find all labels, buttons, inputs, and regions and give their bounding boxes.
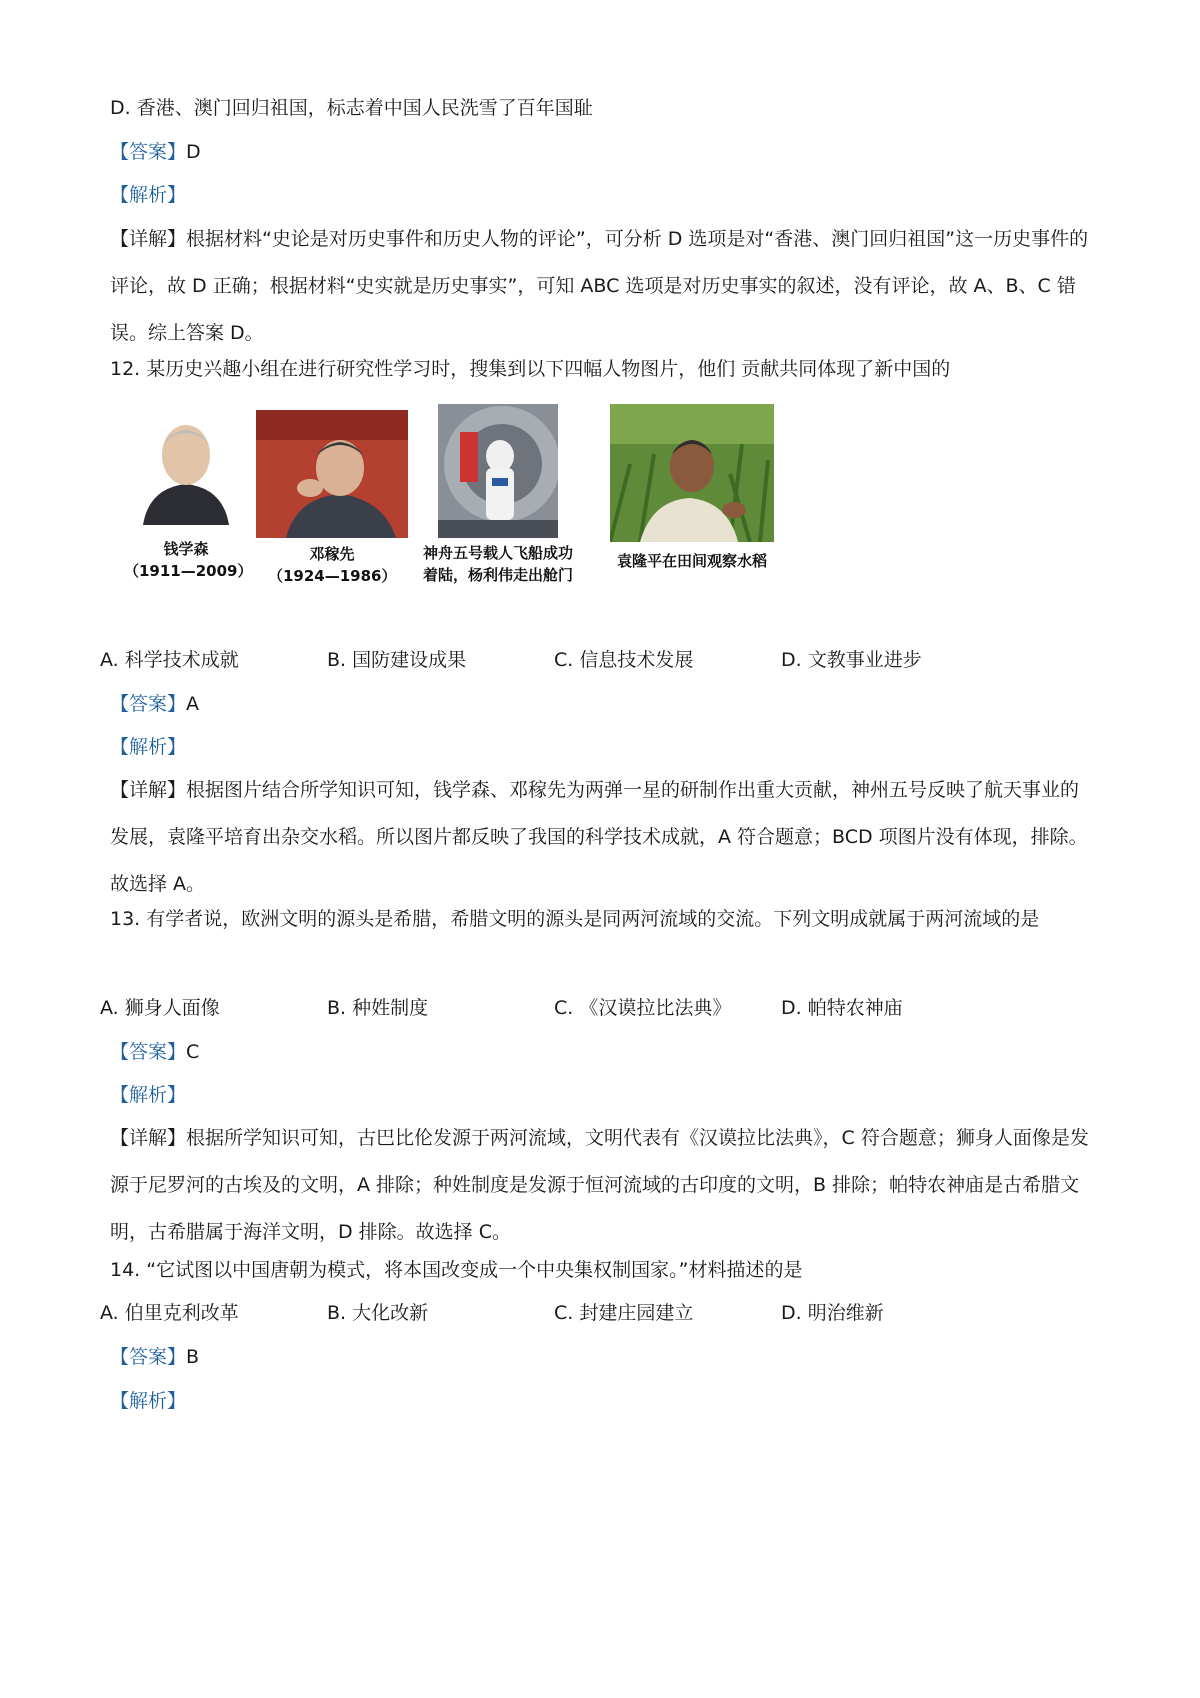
q12-option-b[interactable]: B. 国防建设成果 bbox=[327, 649, 467, 671]
answer-tag: 【答案】 bbox=[110, 1041, 187, 1063]
detail-tag: 【详解】 bbox=[110, 228, 187, 250]
answer-value: C bbox=[186, 1041, 200, 1063]
answer-tag: 【答案】 bbox=[110, 693, 187, 715]
q12-analysis-tag: 【解析】 bbox=[110, 736, 187, 758]
q14-option-b[interactable]: B. 大化改新 bbox=[327, 1302, 429, 1324]
q11-analysis-tag: 【解析】 bbox=[110, 184, 187, 206]
shenzhou5-photo bbox=[438, 404, 558, 538]
rice-field-photo-icon bbox=[610, 404, 774, 542]
yuan-longping-photo bbox=[610, 404, 774, 542]
q11-detail bbox=[110, 216, 1095, 357]
q12-detail bbox=[110, 767, 1095, 908]
q12-stem: 12. 某历史兴趣小组在进行研究性学习时，搜集到以下四幅人物图片，他们 贡献共同体现了新中国的 bbox=[110, 358, 951, 380]
answer-value: B bbox=[186, 1346, 200, 1368]
detail-text: 根据材料“史论是对历史事件和历史人物的评论”，可分析 D 选项是对“香港、澳门回归祖国”这一历史事件的评论，故 D 正确；根据材料“史实就是历史事实”，可知 ABC 选项是对历史事实的叙述，没有评论，故 A、B、C 错误。综上答案 D。 bbox=[110, 228, 1089, 344]
shenzhou5-caption: 神舟五号载人飞船成功 着陆，杨利伟走出舱门 bbox=[422, 544, 573, 584]
q12-option-c[interactable]: C. 信息技术发展 bbox=[554, 649, 694, 671]
answer-tag: 【答案】 bbox=[110, 1346, 187, 1368]
q14-stem: 14. “它试图以中国唐朝为模式，将本国改变成一个中央集权制国家。”材料描述的是 bbox=[110, 1259, 803, 1281]
q13-option-c[interactable]: C. 《汉谟拉比法典》 bbox=[554, 997, 732, 1019]
detail-tag: 【详解】 bbox=[110, 779, 187, 801]
qian-xuesen-photo bbox=[131, 410, 241, 525]
portrait-photo-icon bbox=[131, 410, 241, 525]
answer-value: A bbox=[186, 693, 200, 715]
q13-stem: 13. 有学者说，欧洲文明的源头是希腊，希腊文明的源头是同两河流域的交流。下列文明成就属于两河流域的是 bbox=[110, 908, 1040, 930]
q13-analysis-tag: 【解析】 bbox=[110, 1084, 187, 1106]
q14-answer bbox=[110, 1345, 1095, 1369]
q14-option-d[interactable]: D. 明治维新 bbox=[781, 1302, 884, 1324]
q11-answer bbox=[110, 140, 1095, 164]
q14-analysis-tag: 【解析】 bbox=[110, 1390, 187, 1412]
q13-option-b[interactable]: B. 种姓制度 bbox=[327, 997, 429, 1019]
q13-option-d[interactable]: D. 帕特农神庙 bbox=[781, 997, 903, 1019]
answer-tag: 【答案】 bbox=[110, 141, 187, 163]
q13-option-a[interactable]: A. 狮身人面像 bbox=[100, 997, 220, 1019]
q12-option-d[interactable]: D. 文教事业进步 bbox=[781, 649, 922, 671]
q14-option-c[interactable]: C. 封建庄园建立 bbox=[554, 1302, 694, 1324]
detail-text: 根据图片结合所学知识可知，钱学森、邓稼先为两弹一星的研制作出重大贡献，神州五号反映了航天事业的发展，袁隆平培育出杂交水稻。所以图片都反映了我国的科学技术成就，A 符合题意；BCD 项图片没有体现，排除。故选择 A。 bbox=[110, 779, 1088, 895]
portrait-photo-icon bbox=[256, 410, 408, 538]
q13-detail bbox=[110, 1115, 1095, 1256]
deng-jiaxian-photo bbox=[256, 410, 408, 538]
yuan-longping-caption: 袁隆平在田间观察水稻 bbox=[616, 552, 767, 570]
q13-answer bbox=[110, 1040, 1095, 1064]
q12-answer bbox=[110, 692, 1095, 716]
detail-tag: 【详解】 bbox=[110, 1127, 187, 1149]
q12-option-a[interactable]: A. 科学技术成就 bbox=[100, 649, 239, 671]
q11-option-d: D. 香港、澳门回归祖国，标志着中国人民洗雪了百年国耻 bbox=[110, 97, 593, 119]
answer-value: D bbox=[186, 141, 201, 163]
q14-option-a[interactable]: A. 伯里克利改革 bbox=[100, 1302, 239, 1324]
qian-xuesen-caption: 钱学森 （1911—2009） bbox=[124, 540, 253, 580]
astronaut-photo-icon bbox=[438, 404, 558, 538]
deng-jiaxian-caption: 邓稼先 （1924—1986） bbox=[268, 545, 397, 585]
detail-text: 根据所学知识可知，古巴比伦发源于两河流域，文明代表有《汉谟拉比法典》，C 符合题意；狮身人面像是发源于尼罗河的古埃及的文明，A 排除；种姓制度是发源于恒河流域的古印度的文明，B 排除；帕特农神庙是古希腊文明，古希腊属于海洋文明，D 排除。故选择 C。 bbox=[110, 1127, 1089, 1243]
